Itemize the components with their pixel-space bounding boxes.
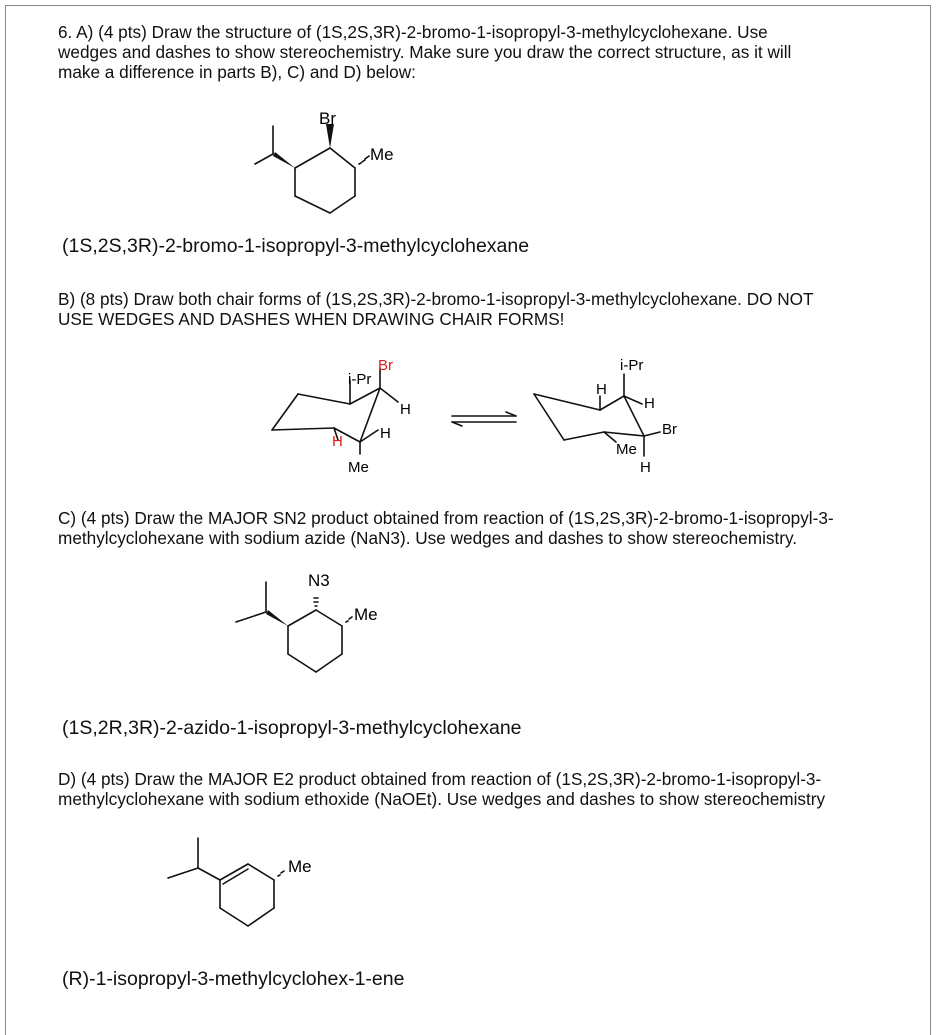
br-label-red: Br <box>378 357 393 374</box>
br-label: Br <box>662 421 677 438</box>
cyclohexane-ring <box>288 610 342 672</box>
br-label: Br <box>319 109 336 128</box>
chair-form-2 <box>530 352 710 482</box>
h-label: H <box>400 401 411 418</box>
me-label: Me <box>616 441 637 458</box>
h-label-red: H <box>332 433 343 450</box>
ipr-label: i-Pr <box>620 357 644 374</box>
structure-a <box>255 108 435 223</box>
ipr-label: i-Pr <box>348 371 372 388</box>
me-label: Me <box>348 459 369 476</box>
h-label: H <box>640 459 651 476</box>
question-part-c: C) (4 pts) Draw the MAJOR SN2 product obtained from reaction of (1S,2S,3R)-2-bromo-1-isopropyl-3- methylcyclohexane with sodium azide (NaN3). Use wedges and dashes to show stereochemistry. <box>58 508 834 548</box>
me-label: Me <box>354 605 378 624</box>
me-hash <box>346 617 352 622</box>
n3-hash <box>314 598 318 606</box>
question-part-a: 6. A) (4 pts) Draw the structure of (1S,2S,3R)-2-bromo-1-isopropyl-3-methylcyclohexane. Use wedges and dashes to show stereochemistry. Make sure you draw the correct structure, as it will make a difference in parts B), C) and D) below: <box>58 22 792 82</box>
caption-c: (1S,2R,3R)-2-azido-1-isopropyl-3-methylcyclohexane <box>62 717 522 739</box>
caption-d: (R)-1-isopropyl-3-methylcyclohex-1-ene <box>62 968 405 990</box>
me-label: Me <box>370 145 394 164</box>
cyclohexene-ring <box>220 864 274 926</box>
question-part-d: D) (4 pts) Draw the MAJOR E2 product obtained from reaction of (1S,2S,3R)-2-bromo-1-isopropyl-3- methylcyclohexane with sodium ethoxide (NaOEt). Use wedges and dashes to show stereochemistry <box>58 769 826 809</box>
caption-a: (1S,2S,3R)-2-bromo-1-isopropyl-3-methylcyclohexane <box>62 235 530 257</box>
question-part-b: B) (8 pts) Draw both chair forms of (1S,2S,3R)-2-bromo-1-isopropyl-3-methylcyclohexane. DO NOT USE WEDGES AND DASHES WHEN DRAWING CHAIR FORMS! <box>58 289 814 329</box>
structure-c <box>232 570 422 690</box>
cyclohexane-ring <box>295 148 355 213</box>
isopropyl-group <box>255 126 295 168</box>
n3-label: N3 <box>308 571 330 590</box>
h-label: H <box>596 381 607 398</box>
equilibrium-arrows <box>450 410 520 430</box>
me-hash <box>278 871 284 876</box>
chair-form-1 <box>268 352 448 482</box>
h-label: H <box>644 395 655 412</box>
me-label: Me <box>288 857 312 876</box>
me-hash <box>359 156 369 164</box>
h-label: H <box>380 425 391 442</box>
structure-d <box>164 832 344 942</box>
